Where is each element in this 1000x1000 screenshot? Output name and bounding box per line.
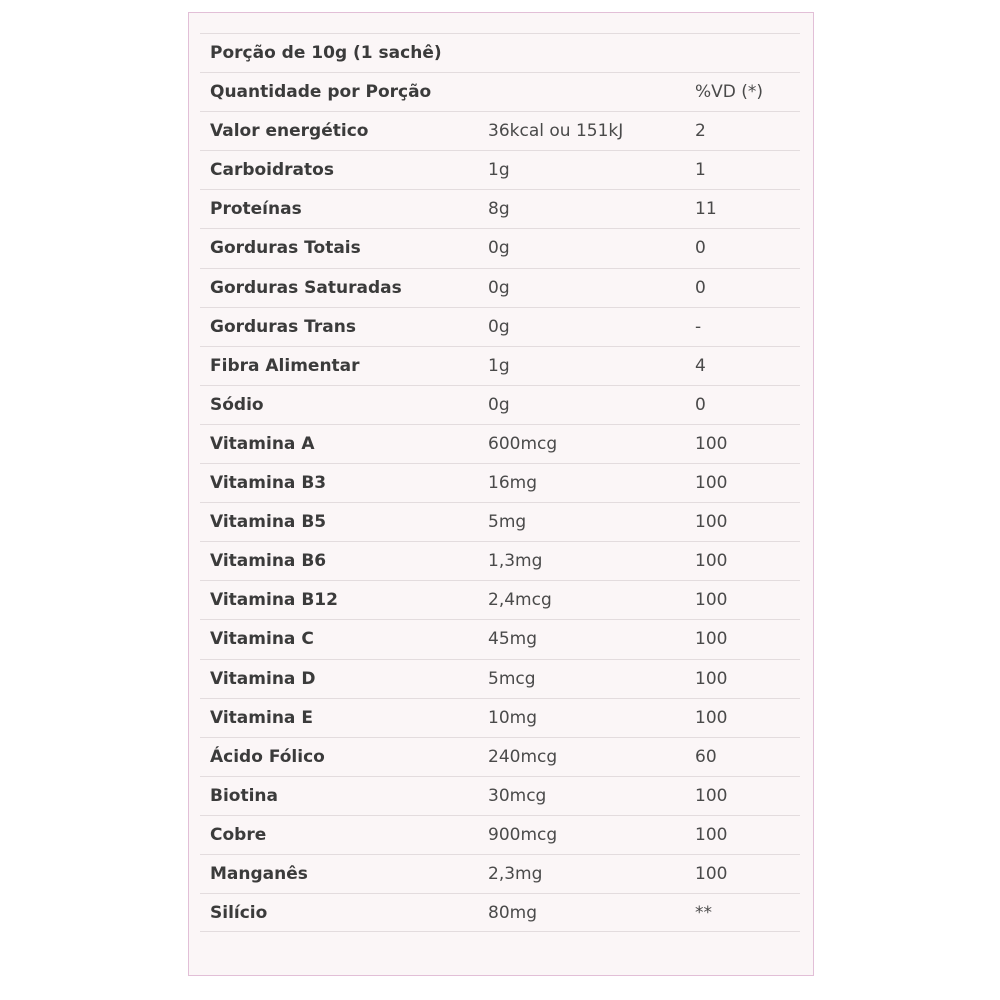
nutrient-dv: 1 [695, 160, 706, 181]
nutrient-amount: 1g [488, 355, 510, 376]
table-row [200, 346, 800, 385]
nutrient-dv: 0 [695, 277, 706, 298]
nutrient-amount: 600mcg [488, 433, 558, 454]
nutrient-name: Valor energético [210, 121, 369, 142]
nutrient-amount: 2,4mcg [488, 590, 552, 611]
nutrient-amount: 0g [488, 394, 510, 415]
nutrient-name: Vitamina E [210, 707, 313, 728]
nutrient-amount: 240mcg [488, 746, 558, 767]
nutrient-amount: 5mcg [488, 668, 536, 689]
nutrient-dv: 4 [695, 355, 706, 376]
table-row [200, 111, 800, 150]
table-row [200, 776, 800, 815]
nutrient-dv: 100 [695, 590, 728, 611]
table-row [200, 502, 800, 541]
nutrient-amount: 45mg [488, 629, 537, 650]
table-row [200, 619, 800, 658]
nutrient-name: Biotina [210, 785, 278, 806]
nutrient-amount: 10mg [488, 707, 537, 728]
nutrient-amount: 0g [488, 238, 510, 259]
nutrient-dv: 0 [695, 394, 706, 415]
nutrient-dv: 100 [695, 433, 728, 454]
nutrient-name: Vitamina B3 [210, 473, 327, 494]
nutrient-name: Vitamina B6 [210, 551, 327, 572]
nutrient-dv: 100 [695, 863, 728, 884]
nutrient-name: Gorduras Totais [210, 238, 361, 259]
nutrient-name: Silício [210, 903, 268, 924]
header-row [200, 72, 800, 111]
nutrient-amount: 900mcg [488, 824, 558, 845]
table-row [200, 580, 800, 619]
nutrient-name: Vitamina A [210, 433, 315, 454]
nutrient-amount: 36kcal ou 151kJ [488, 121, 624, 142]
nutrient-dv: ** [695, 903, 712, 924]
nutrient-name: Cobre [210, 824, 267, 845]
nutrient-name: Proteínas [210, 199, 302, 220]
serving-row [200, 33, 800, 72]
nutrient-amount: 30mcg [488, 785, 547, 806]
table-row [200, 737, 800, 776]
table-row [200, 815, 800, 854]
nutrient-dv: 100 [695, 629, 728, 650]
nutrient-amount: 1,3mg [488, 551, 543, 572]
dv-header: %VD (*) [695, 82, 764, 103]
nutrient-dv: 60 [695, 746, 717, 767]
nutrient-amount: 8g [488, 199, 510, 220]
nutrient-dv: 0 [695, 238, 706, 259]
table-row [200, 854, 800, 893]
nutrition-panel [188, 12, 814, 976]
nutrient-amount: 0g [488, 316, 510, 337]
nutrient-name: Vitamina C [210, 629, 314, 650]
table-row [200, 893, 800, 932]
nutrient-amount: 1g [488, 160, 510, 181]
table-row [200, 268, 800, 307]
table-row [200, 698, 800, 737]
quantity-header: Quantidade por Porção [210, 82, 432, 103]
nutrient-dv: 100 [695, 668, 728, 689]
table-row [200, 541, 800, 580]
nutrient-dv: 100 [695, 512, 728, 533]
nutrient-name: Sódio [210, 394, 264, 415]
table-row [200, 463, 800, 502]
table-row [200, 385, 800, 424]
nutrient-dv: 100 [695, 824, 728, 845]
nutrient-amount: 0g [488, 277, 510, 298]
nutrient-dv: 100 [695, 551, 728, 572]
nutrient-name: Manganês [210, 863, 308, 884]
nutrient-name: Gorduras Trans [210, 316, 356, 337]
nutrient-dv: 11 [695, 199, 717, 220]
nutrient-name: Vitamina B12 [210, 590, 338, 611]
nutrient-dv: 2 [695, 121, 706, 142]
table-row [200, 424, 800, 463]
nutrient-name: Vitamina D [210, 668, 316, 689]
nutrient-name: Carboidratos [210, 160, 334, 181]
table-row [200, 189, 800, 228]
table-row [200, 307, 800, 346]
nutrient-dv: 100 [695, 785, 728, 806]
nutrient-amount: 80mg [488, 903, 537, 924]
nutrient-name: Ácido Fólico [210, 746, 325, 767]
nutrient-amount: 16mg [488, 473, 537, 494]
nutrition-table [200, 33, 800, 932]
nutrient-amount: 5mg [488, 512, 527, 533]
nutrient-name: Gorduras Saturadas [210, 277, 402, 298]
table-row [200, 150, 800, 189]
serving-label: Porção de 10g (1 sachê) [210, 43, 442, 63]
nutrient-amount: 2,3mg [488, 863, 543, 884]
nutrient-name: Fibra Alimentar [210, 355, 360, 376]
nutrient-dv: 100 [695, 707, 728, 728]
nutrient-dv: 100 [695, 473, 728, 494]
nutrient-dv: - [695, 316, 702, 337]
nutrient-name: Vitamina B5 [210, 512, 327, 533]
table-row [200, 659, 800, 698]
table-row [200, 228, 800, 267]
